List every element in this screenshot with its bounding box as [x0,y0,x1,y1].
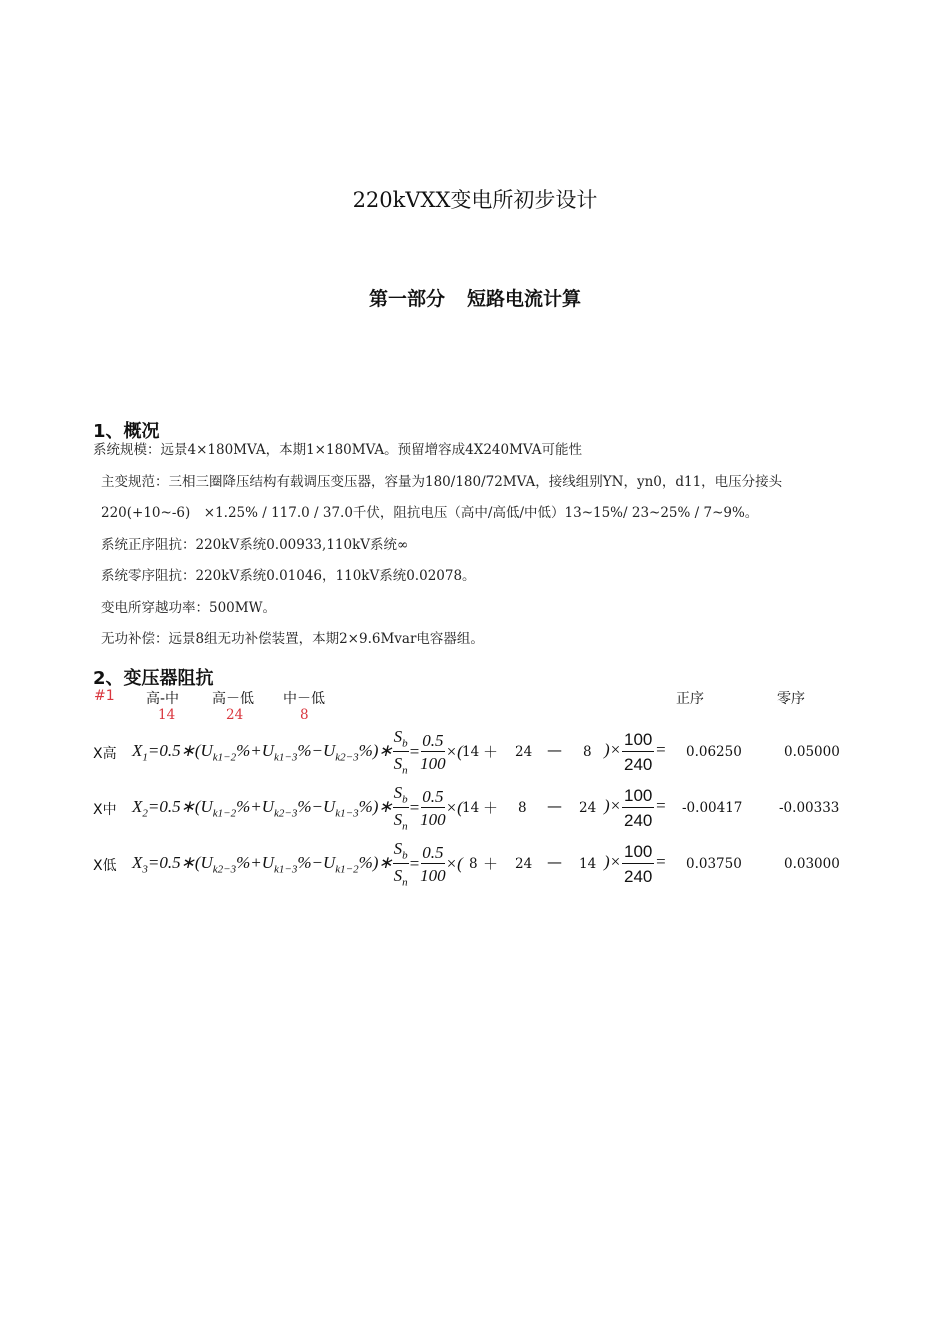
overview-line-transformer: 主变规范：三相三圈降压结构有载调压变压器，容量为180/180/72MVA，接线组别YN，yn0，d11，电压分接头 [101,474,783,490]
close-paren-times: )× [604,740,622,759]
col-value-hl: 24 [226,707,244,723]
reactance-formula: $X_1=0.5∗(U_{k1-2}\%+U_{k1-3}\%-U_{k2-3}\%)∗$ $\frac{S_b}{S_n}$ = $\frac{0.5}{100}$ ×( [132,726,463,777]
zero-sequence-value: -0.00333 [779,800,840,816]
sb-sn-fraction: $\frac{S_b}{S_n}$ [393,838,408,889]
value-a: 14 [462,800,480,816]
sb-sn-fraction: $\frac{S_b}{S_n}$ [393,726,408,777]
value-c: 24 [579,800,597,816]
zero-sequence-value: 0.03000 [784,856,840,872]
overview-line-positive-impedance: 系统正序阻抗：220kV系统0.00933,110kV系统∞ [101,537,409,553]
unit-label: #1 [94,688,115,704]
value-a: 8 [469,856,478,872]
coef-fraction: $\frac{0.5}{100}$ [420,731,446,773]
reactance-formula: $X_3=0.5∗(U_{k2-3}\%+U_{k1-3}\%-U_{k1-2}\%)∗$ $\frac{S_b}{S_n}$ = $\frac{0.5}{100}$ ×( [132,838,463,889]
value-c: 8 [583,744,592,760]
minus-sign: — [547,853,562,871]
header-zero-sequence: 零序 [777,691,805,707]
part-heading [0,284,950,311]
sb-sn-fraction: $\frac{S_b}{S_n}$ [393,782,408,833]
minus-sign: — [547,797,562,815]
overview-line-compensation: 无功补偿：远景8组无功补偿装置，本期2×9.6Mvar电容器组。 [101,631,484,647]
plus-sign: ＋ [483,743,499,761]
capacity-ratio-fraction: 100 240 [624,786,653,830]
row-label: X高 [93,746,117,762]
value-b: 24 [515,744,533,760]
equals-sign: = [655,740,667,759]
row-label: X中 [93,802,117,818]
positive-sequence-value: 0.06250 [686,744,742,760]
overview-line-tap: 220(+10~-6) ×1.25% / 117.0 / 37.0千伏，阻抗电压（高中/高低/中低）13~15%/ 23~25% / 7~9%。 [101,505,759,521]
plus-sign: ＋ [483,799,499,817]
document-title: 220kVXX变电所初步设计 [352,188,598,212]
value-c: 14 [579,856,597,872]
col-header-hm: 高-中 [146,691,180,707]
positive-sequence-value: 0.03750 [686,856,742,872]
part-label: 第一部分 [368,288,445,310]
coef-fraction: $\frac{0.5}{100}$ [420,843,446,885]
overview-line-scale: 系统规模：远景4×180MVA，本期1×180MVA。预留增容成4X240MVA可能性 [93,442,583,458]
overview-line-zero-impedance: 系统零序阻抗：220kV系统0.01046，110kV系统0.02078。 [101,568,476,584]
overview-line-power: 变电所穿越功率：500MW。 [101,600,276,616]
value-b: 24 [515,856,533,872]
reactance-formula: $X_2=0.5∗(U_{k1-2}\%+U_{k2-3}\%-U_{k1-3}\%)∗$ $\frac{S_b}{S_n}$ = $\frac{0.5}{100}$ ×( [132,782,463,833]
equals-sign: = [655,796,667,815]
plus-sign: ＋ [483,855,499,873]
close-paren-times: )× [604,852,622,871]
col-value-hm: 14 [158,707,176,723]
minus-sign: — [547,741,562,759]
close-paren-times: )× [604,796,622,815]
part-name: 短路电流计算 [467,288,582,310]
col-header-ml: 中－低 [283,691,325,707]
zero-sequence-value: 0.05000 [784,744,840,760]
header-positive-sequence: 正序 [676,691,704,707]
capacity-ratio-fraction: 100 240 [624,730,653,774]
section2-heading: 2、变压器阻抗 [93,668,214,689]
equals-sign: = [655,852,667,871]
positive-sequence-value: -0.00417 [682,800,743,816]
value-a: 14 [462,744,480,760]
col-header-hl: 高－低 [212,691,254,707]
value-b: 8 [518,800,527,816]
row-label: X低 [93,858,117,874]
col-value-ml: 8 [300,707,309,723]
section1-heading: 1、概况 [93,421,160,442]
capacity-ratio-fraction: 100 240 [624,842,653,886]
coef-fraction: $\frac{0.5}{100}$ [420,787,446,829]
